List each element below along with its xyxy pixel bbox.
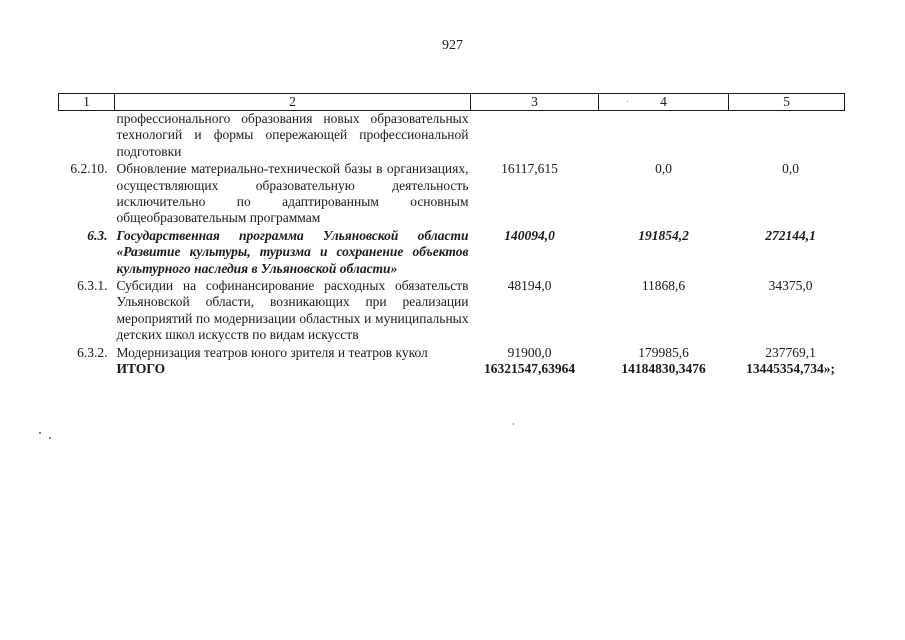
row-value-4: 11868,6 bbox=[641, 278, 686, 294]
header-col-1: 1 bbox=[59, 94, 115, 111]
row-name: Субсидии на софинансирование расходных обязательств Ульяновской области, возникающих при реализации мероприятий по модернизации областных и муниципальных детских школ искусств по видам искусств bbox=[116, 278, 469, 343]
scan-speck bbox=[627, 101, 628, 102]
scan-speck bbox=[39, 432, 41, 434]
row-value-5: 13445354,734»; bbox=[746, 361, 835, 377]
row-value-4: 191854,2 bbox=[638, 227, 689, 243]
header-col-5: 5 bbox=[729, 94, 845, 111]
row-value-3: 16117,615 bbox=[501, 161, 558, 177]
header-col-2: 2 bbox=[115, 94, 471, 111]
row-number bbox=[59, 111, 115, 161]
scan-speck bbox=[513, 423, 514, 425]
row-value-4: 0,0 bbox=[655, 161, 672, 177]
row-value-3 bbox=[471, 111, 599, 161]
table-row-program bbox=[59, 227, 845, 277]
row-name: Обновление материально-технической базы в организациях, осуществляющих образовательную деятельность исключительно по адаптированным основным общеобразовательным программам bbox=[116, 161, 469, 226]
row-value-3: 48194,0 bbox=[507, 278, 552, 294]
table-row bbox=[59, 344, 845, 361]
row-number: 6.2.10. bbox=[70, 161, 108, 177]
budget-table bbox=[58, 93, 845, 378]
header-col-3: 3 bbox=[471, 94, 599, 111]
row-value-5: 0,0 bbox=[782, 161, 799, 177]
table-row bbox=[59, 111, 845, 161]
row-value-4: 14184830,3476 bbox=[621, 361, 706, 377]
row-value-5: 237769,1 bbox=[765, 344, 816, 360]
table-row bbox=[59, 277, 845, 344]
row-value-5: 272144,1 bbox=[765, 227, 816, 243]
scan-speck bbox=[49, 437, 51, 439]
row-number: 6.3.2. bbox=[77, 344, 108, 360]
row-value-4 bbox=[599, 111, 729, 161]
header-col-4: 4 bbox=[599, 94, 729, 111]
row-number: 6.3. bbox=[87, 227, 108, 243]
row-value-4: 179985,6 bbox=[638, 344, 689, 360]
row-value-5: 34375,0 bbox=[768, 278, 813, 294]
row-name: Модернизация театров юного зрителя и театров кукол bbox=[116, 344, 428, 360]
table-row-total bbox=[59, 361, 845, 377]
row-number bbox=[59, 361, 115, 377]
row-name: Государственная программа Ульяновской области «Развитие культуры, туризма и сохранение объектов культурного наследия в Ульяновской области» bbox=[116, 227, 469, 276]
row-name: профессионального образования новых образовательных технологий и формы опережающей профессиональной подготовки bbox=[116, 111, 469, 159]
row-value-3: 16321547,63964 bbox=[483, 361, 576, 377]
row-value-3: 91900,0 bbox=[507, 344, 552, 360]
page-number: 927 bbox=[442, 38, 463, 53]
table-header-row bbox=[59, 94, 845, 111]
row-number: 6.3.1. bbox=[77, 278, 108, 294]
table-row bbox=[59, 160, 845, 227]
row-value-3: 140094,0 bbox=[504, 227, 555, 243]
row-value-5 bbox=[729, 111, 845, 161]
row-name: ИТОГО bbox=[116, 361, 166, 377]
